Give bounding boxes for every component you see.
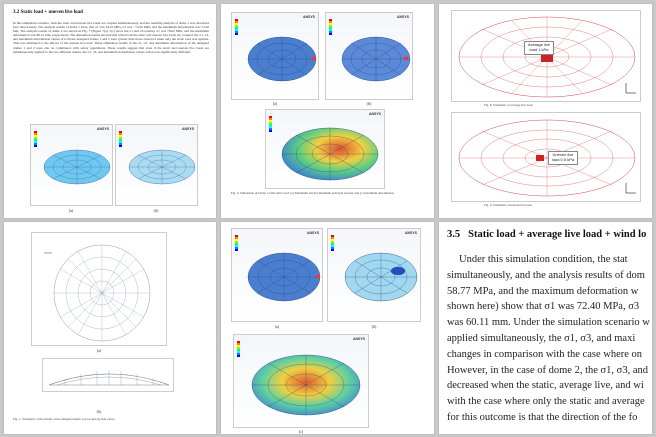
page-thumbnail-5[interactable]: [221, 222, 434, 434]
ansys-logo: ANSYS: [404, 231, 417, 235]
subfigure-label-a: (a): [274, 324, 280, 329]
text-line: was 60.11 mm. Under the simulation scenario w: [447, 317, 650, 329]
figure-caption: Fig. 1. Schematic of the model of the designed dome: (a) top and (b) side views.: [13, 418, 116, 421]
simulation-figure-c: [265, 109, 385, 189]
ansys-logo: ANSYS: [352, 337, 365, 341]
simulation-figure-a: [231, 12, 319, 100]
dome-top-view-graphic: [32, 233, 167, 346]
text-line: decreased when the static, average live, and wi: [447, 380, 644, 392]
ansys-logo: ANSYS: [368, 112, 381, 116]
text-line: simultaneously, and the analysis results of dom: [447, 269, 645, 281]
simulation-figure-b: [115, 124, 198, 206]
ansys-logo: ANSYS: [306, 231, 319, 235]
page-thumbnail-3[interactable]: [439, 4, 652, 218]
dome-mesh-graphic: [116, 125, 198, 206]
text-line: for this outcome is that the direction of the fo: [447, 411, 638, 423]
dome-side-view-graphic: [43, 359, 174, 392]
simulation-figure-c: [233, 334, 369, 428]
simulation-figure-b: [327, 228, 421, 322]
simulation-figure-b: [325, 12, 413, 100]
text-line: shown here) show that σ1 was 72.40 MPa, σ3: [447, 301, 640, 313]
dome-top-view-figure: [31, 232, 167, 346]
dome-grid-graphic: [452, 11, 641, 102]
body-text: [447, 252, 652, 426]
subfigure-label-a: (a): [68, 208, 74, 213]
text-line: with the case where only the static and average: [447, 396, 645, 408]
dome-mesh-graphic: [232, 229, 323, 322]
dome-mesh-graphic: [232, 13, 319, 100]
load-label: Average live load 1 kPa: [524, 41, 554, 55]
subfigure-label-b: (b): [153, 208, 159, 213]
subfigure-label-b: (b): [371, 324, 377, 329]
dome-mesh-graphic: [266, 110, 385, 189]
figure-caption: Fig. 8. Schematic of average live load.: [484, 104, 534, 107]
ansys-logo: ANSYS: [96, 127, 109, 131]
text-line: applied simultaneously, the σ1, σ3, and maxi: [447, 332, 636, 344]
uneven-live-load-figure: [451, 112, 641, 202]
body-paragraph: In this simulation scenario, both the static and uneven live loads are coupled simultaneously, and the resulting analysis of dome 1 was described (see shown here). The analysis results of dome 1 show that σ1 was 54.21 MPa, σ3 was −74.26 MPa, and the maximum deformation was 72.62 mm. The analysis results of dome 2 are shown in Fig. 7 (Figure 7(a)–7(c) show the σ1 and σ3 results). σ1 was 78.62 MPa, and the maximum deformation was 89.21 mm, respectively. The simulation results showed that when both the static and uneven live loads are coupled, the σ1, σ3, and maximum deformation values of both the designed domes 1 and 2 were greater than those observed when only the static load was applied. This was attributed to the impact of the uneven live load. These simulation results of the σ1, σ3, and maximum deformation of the designed domes 1 and 2 were also in compliance with safety regulations. These results suggest that even if the static and uneven live loads are simultaneously applied to the two different domes, the σ1, σ3, and maximum deformation values will not be significantly different.: [13, 21, 209, 54]
average-live-load-figure: [451, 10, 641, 102]
text-line: However, in the case of dome 2, the σ1, σ3, and: [447, 364, 649, 376]
page-thumbnail-6[interactable]: [439, 222, 652, 434]
simulation-figure-a: [231, 228, 323, 322]
text-line: changes in comparison with the case where on: [447, 348, 643, 360]
dome-mesh-graphic: [326, 13, 413, 100]
section-heading: [447, 229, 652, 240]
figure-caption: Fig. 6. Simulation of Dome 2 with static load: (a) Maximum and (b) minimum principal stresses and (c) maximum deformation.: [231, 192, 395, 195]
page-thumbnail-1[interactable]: [4, 4, 216, 218]
subfigure-label-a: (a): [96, 348, 102, 353]
dome-mesh-graphic: [234, 335, 369, 428]
load-label: Uneven live load 0.5 kPa: [548, 151, 578, 165]
page-thumbnail-4[interactable]: [4, 222, 216, 434]
dome-mesh-graphic: [328, 229, 421, 322]
ansys-logo: ANSYS: [181, 127, 194, 131]
section-heading: 3.2 Static load + uneven live load: [13, 10, 83, 15]
simulation-figure-a: [30, 124, 113, 206]
dome-mesh-graphic: [31, 125, 113, 206]
page-thumbnail-2[interactable]: [221, 4, 434, 218]
text-line: 58.77 MPa, and the maximum deformation w: [447, 285, 639, 297]
text-line: Under this simulation condition, the stat: [459, 254, 628, 265]
dome-grid-graphic: [452, 113, 641, 202]
subfigure-label-b: (b): [96, 409, 102, 414]
section-number: 3.5: [447, 229, 461, 240]
ansys-logo: ANSYS: [396, 15, 409, 19]
dome-side-view-figure: [42, 358, 174, 392]
ansys-logo: ANSYS: [302, 15, 315, 19]
figure-caption: Fig. 9. Schematic of uneven live load.: [484, 204, 533, 207]
subfigure-label-a: (a): [272, 101, 278, 106]
subfigure-label-b: (b): [366, 101, 372, 106]
section-title: Static load + average live load + wind lo: [468, 229, 647, 240]
subfigure-label-c: (c): [298, 429, 304, 434]
